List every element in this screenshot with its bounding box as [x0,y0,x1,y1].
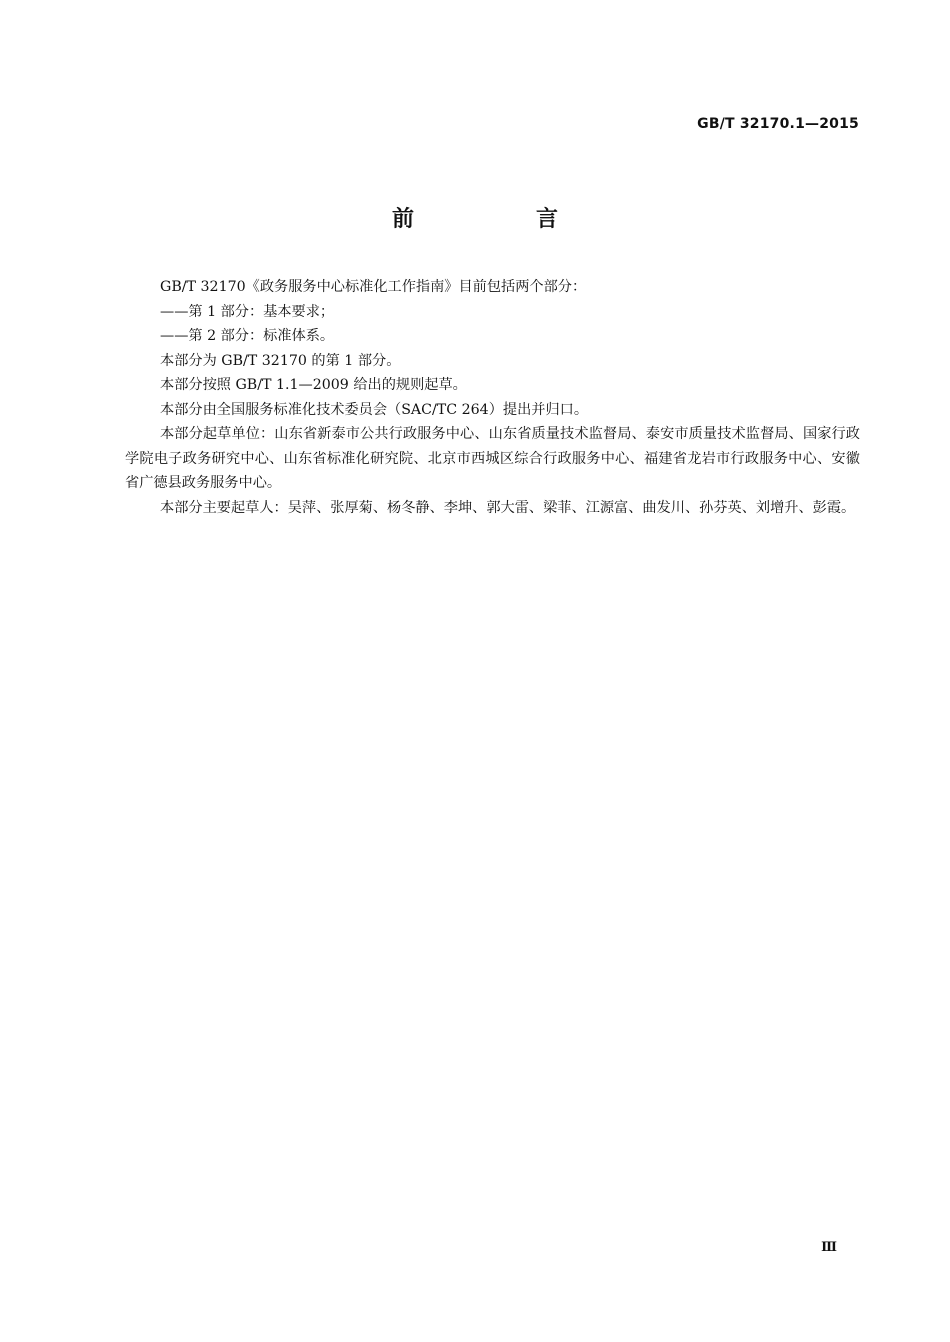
paragraph-part-1: ——第 1 部分：基本要求； [160,303,335,320]
page-number: Ⅲ [821,1240,837,1255]
standard-code: GB/T 32170.1—2015 [697,116,859,132]
paragraph-this-part: 本部分为 GB/T 32170 的第 1 部分。 [160,352,401,369]
page-title: 前 言 [391,207,608,232]
foreword-body [125,275,860,520]
paragraph-drafting-units: 本部分起草单位：山东省新泰市公共行政服务中心、山东省质量技术监督局、泰安市质量技术监督局、国家行政学院电子政务研究中心、山东省标准化研究院、北京市西城区综合行政服务中心、福建省龙岩市行政服务中心、安徽省广德县政务服务中心。 [125,426,860,491]
paragraph-drafters: 本部分主要起草人：吴萍、张厚菊、杨冬静、李坤、郭大雷、梁菲、江源富、曲发川、孙芬英、刘增升、彭霞。 [160,499,856,516]
paragraph-drafting-rules: 本部分按照 GB/T 1.1—2009 给出的规则起草。 [160,377,467,393]
paragraph-proposer: 本部分由全国服务标准化技术委员会（SAC/TC 264）提出并归口。 [160,401,589,418]
paragraph-part-2: ——第 2 部分：标准体系。 [160,328,335,344]
paragraph-intro: GB/T 32170《政务服务中心标准化工作指南》目前包括两个部分： [160,279,587,295]
